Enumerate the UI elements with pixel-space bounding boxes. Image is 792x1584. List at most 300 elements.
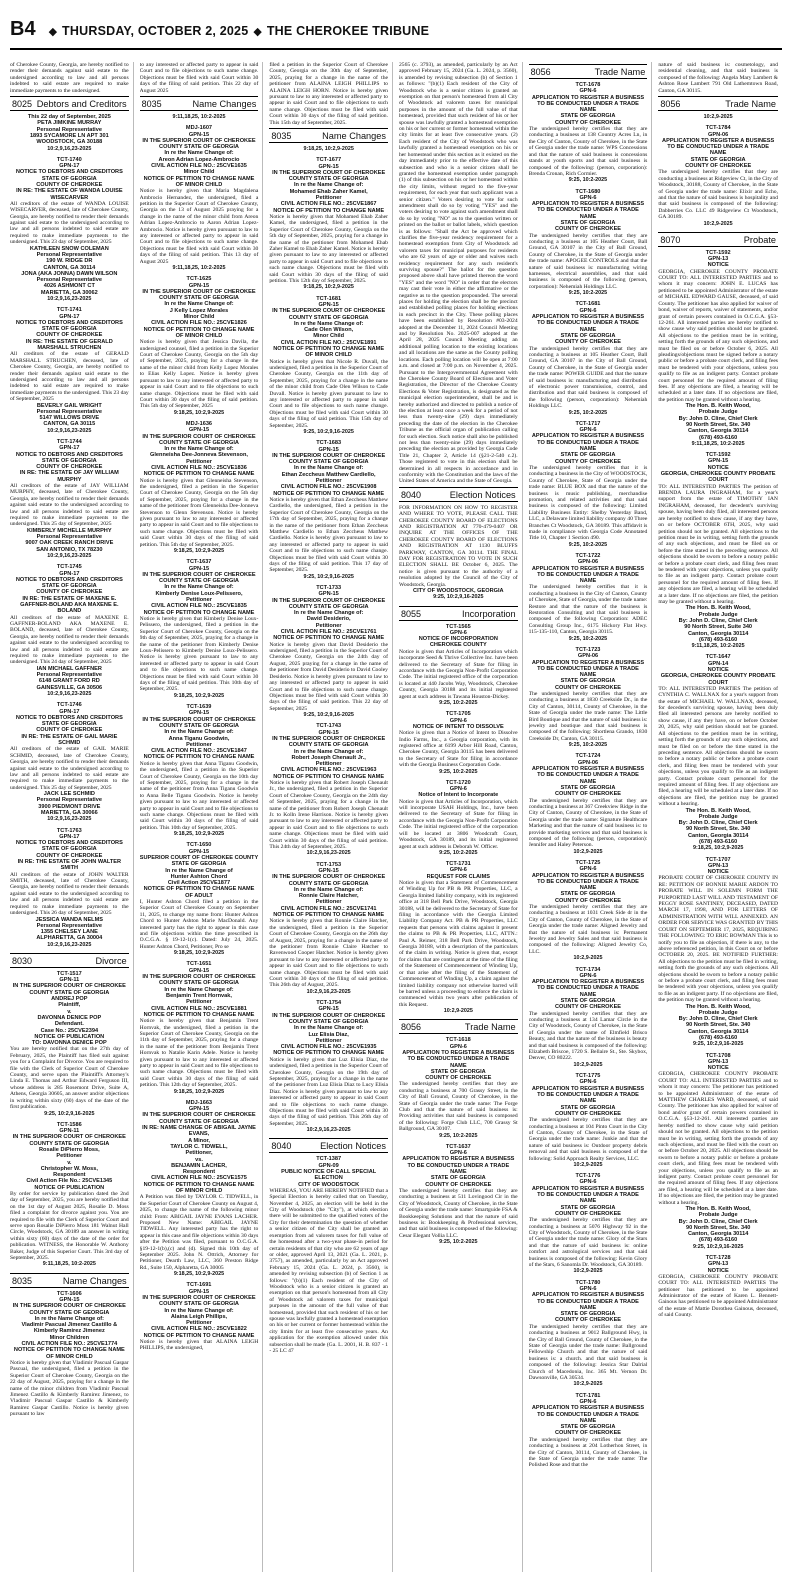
notice-heading-line: NOTICE OF PETITION TO CHANGE NAME (143, 1011, 255, 1018)
legal-notice (269, 296, 388, 436)
notice-heading-line: CIVIL ACTION FILE NO.: 25CVE1741 (280, 905, 377, 912)
notice-body: Notice is hereby given that ALAINA LEIGH PHILLIPS, the undersigned, (139, 1339, 259, 1352)
legal-notice (529, 860, 648, 962)
publication-dates: 9:11,18,25, 10:2-2025 (691, 440, 745, 447)
section-header (269, 128, 388, 143)
notice-heading-line: BENJAMIN LACHER, (171, 1162, 227, 1169)
notice-heading-line: NOTICE OF PETITION TO CHANGE NAME (273, 912, 385, 919)
notice-heading-line: NOTICE OF PUBLICATION (34, 1033, 105, 1040)
notice-body: GEORGIA, CHEROKEE COUNTY PROBATE COURT TO: ALL INTERESTED PARTIES The petitioner has petitioned to be appointed Administrator of the estate of Karen L. Bennett-Gainous has petitioned to be appointed Administrator of the estate of Mattie Dorothea Gainous, deceased, of said County. (658, 1273, 778, 1319)
legal-notice (529, 967, 648, 1069)
notice-signature-line: Personal Representative (36, 534, 102, 541)
notice-heading-line: IN THE SUPERIOR COURT OF CHEROKEE COUNTY STATE OF GEORGIA (272, 597, 386, 610)
legal-notice (269, 862, 388, 995)
notice-heading-line: GPN-15 (59, 1296, 80, 1303)
notice-heading-line: In re the Name Change of (165, 867, 233, 874)
notice-heading-line: APPLICATION TO REGISTER A BUSINESS TO BE CONDUCTED UNDER A TRADE NAME (531, 1085, 645, 1105)
section-header (140, 96, 259, 111)
publication-dates: 9:18,25, 10:2,9-2025 (173, 409, 225, 416)
publication-dates: 9:11,18,25, 10:2-2025 (42, 1261, 96, 1268)
notice-heading-line: TCT-1744 (56, 438, 82, 445)
notice-heading-line: TCT-1592 (705, 249, 731, 256)
publication-dates: 9:25, 10:2-2025 (439, 768, 478, 775)
legal-notice (10, 828, 129, 948)
notice-heading-line: STATE OF GEORGIA (560, 1311, 616, 1318)
notice-heading-line: IN THE SUPERIOR COURT OF CHEROKEE COUNTY STATE OF GEORGIA (272, 452, 386, 466)
notice-body: Notice is hereby given that Kimberly Denise Loux-Pelissero, the undersigned, filed a petition in the Superior Court of Cherokee County, Georgia on the 9th day of September, 2025, praying for a change in the name of the petitioner from Kimberly Denise Loux-Pelissero to Kimberly Denise Loux-Pelissero. Notice is hereby given pursuant to law to any interested or affected party to appear in said Court and to file objections to such name change. Objections must be filed with said Court within 30 days of the filing of said petition. This 10th day of September, 2025. (139, 615, 259, 693)
publication-dates: 9:18,25, 10:2,9-2025 (173, 831, 225, 838)
notice-body: The undersigned hereby certifies that they are conducting a business at 700 Grassy Street, in the City of Ball Ground, County of Cherokee, in the State of Georgia under the trade name: The Forge Club and that the nature of said business is: Providing activities that said business is composed of the following: Forge Club LLC, 700 Grassy St Ballground, GA 30107. (398, 1081, 518, 1133)
notice-heading-line: CIVIL ACTION FILE NO.: 25CVE1826 (151, 320, 247, 327)
notice-body: Notice is given that Articles of Incorporation, which will incorporate USAH Holdings, Inc., have been delivered to the Secretary of State for filing in accordance with the Georgia Non-Profit Corporation Code. The initial registered office of the corporation will be located at 3806 Woodcraft Court, Woodstock, GA 30189, and its initial registered agent at such address is Deborah W. Officer. (398, 798, 518, 850)
notice-heading-line: CITY OF WOODSTOCK (298, 1181, 360, 1188)
notice-signature-line: 90 North Street, Suite 340 (684, 624, 753, 631)
notice-signature-line: The Hon. B. Keith Wood, (685, 1003, 751, 1010)
notice-heading-line: Minor Child (183, 169, 215, 176)
notice-heading-line: TCT-1678 (575, 82, 601, 88)
notice-heading-line: In re the Name Change of: (34, 1315, 104, 1322)
publication-dates: 9:25, 10:2-2025 (439, 849, 478, 856)
notice-heading-line: CIVIL ACTION FILE NO.: 25CVE1867 (280, 201, 377, 208)
legal-notice (399, 711, 518, 775)
notice-heading-line: TCT-1387 (316, 1156, 342, 1163)
notice-heading-line: Robert Joseph Chenault Jr., (291, 754, 366, 761)
notice-heading-line: TCT-1647 (705, 654, 731, 661)
publication-dates: 9:11,18,25, 10:2-2025 (172, 265, 226, 272)
notice-signature-line: KATHLEEN SNOW COLEMAN (29, 245, 109, 252)
publication-dates: 9:11,18,25, 10:2-2025 (691, 643, 745, 650)
notice-body: TO: ALL INTERESTED PARTIES The petition of CYNTHIA C. WALLNAX for a year's support from the estate of MICHAEL W. WALLNAX, deceased, for decedent's surviving spouse, having been duly filed all interested persons are hereby notified to show cause, if any they have, on or before October 20, 2025, why said petition should not be granted. All objections to the petition must be in writing, setting forth the grounds of any such objections, and must be filed on or before the time stated in the preceding sentence. All objections should be sworn to before a notary public or before a probate court clerk, and filing fees must be tendered with your objections, unless you qualify to file as an indigent party. Contact probate court personnel for the required amount of filing fees. If any objections are filed, a hearing will be scheduled at a later date. If no objections are filed, the petition may be granted without a hearing. (658, 685, 778, 808)
notice-body: The undersigned hereby certifies that it is conducting a business in the City of WOODSTOCK, County of Cherokee, State of Georgia under the trade name: BLUE BOX and that the nature of the business is music publishing, merchandise promotion, and related activities and that said business is composed of the following: Limited Liability Business Entity: Shelby Yesterday Band, LLC, a Delaware limited liability company 40 Three Branches Ct Woodstock, GA 30189. This affidavit is made in compliance with Georgia Code Annotated Title 10, Chapter 1 Section 490. (528, 464, 648, 542)
notice-heading-line: TCT-1680 (575, 188, 601, 195)
notice-heading-line: GPN-14 (708, 660, 729, 667)
notice-heading-line: STATE OF GEORGIA (41, 721, 97, 728)
notice-heading-line: IN RE: THE ESTATE OF JAY WILLIAM MURPHY (19, 470, 119, 483)
notice-body: The undersigned hereby certifies that they are conducting a business at 367 Creekview Ridge in the City of Canton, County of Cherokee, in the State of Georgia under the trade name: Signature Healthcare Marketing and that the nature of said business is: to provide marketing services and that said business is composed of the following (person, corporation): Jennifer and Haley Peterson. (528, 797, 648, 849)
notice-body: Notice is hereby given that Vladimir Pascual Gaspar Pascual, the undersigned, filed a petition in the Superior Court of Cherokee County, Georgia on the 22 day of August, 2025, praying for a change in the name of the minor children from Vladimir Pascual Jimenez Castillo & Kimberly Ramirez Jimenez, to Vladimir Pascual Gaspar Castillo & Kimberly Ramirez Gaspar Castillo. Notice is hereby given pursuant to law (10, 1359, 129, 1418)
notice-body: All creditors of the estate of WANDA LOUISE WISECARVER, deceased, late of Cherokee County, Georgia, are hereby notified to render their demands against said estate to the undersigned according to law and all persons indebted to said estate are required to make immediate payments to the undersigned. This 23 day of September, 2025 (10, 200, 129, 246)
section-title: Trade Name (594, 67, 646, 77)
notice-signature-line: (678) 493-6160 (699, 1035, 738, 1042)
notice-heading-line: TCT-1677 (316, 157, 342, 164)
notice-body: Notice is hereby given that Glenneisha Stevenson, the undersigned, filed a petition in the Superior Court of Cherokee County, Georgia on the 5th day of September, 2025, praying for a change in the name of the petitioner from Glenneisha Dee-Jonneva Stevenson to Glenn Stevenson. Notice is hereby given pursuant to law to any interested or affected party to appear in said Court and to file objections to such name change. Objections must be filed with said Court within 30 days of the filing of said petition. This 5th day of September, 2025. (139, 477, 259, 548)
notice-heading-line: NOTICE OF PETITION TO CHANGE NAME (273, 635, 385, 642)
notice-heading-line: STATE OF GEORGIA (560, 1204, 616, 1211)
notice-heading-line: NOTICE TO DEBTORS AND CREDITORS (15, 840, 123, 847)
notice-heading-line: GPN-15 (188, 427, 210, 434)
notice-heading-line: In re the Name Change of: (294, 320, 364, 327)
notice-heading-line: CIVIL ACTION FILE NO.: 25CVE1774 (21, 1341, 118, 1348)
notice-heading-line: GPN-6 (579, 427, 597, 434)
notice-body: Notice is given that a Statement of Commencement of Winding Up for PB & PR Properties, LLC, a Georgia limited liability company, with its registered office at 318 Bell Park Drive, Woodstock, Georgia 30188, will be delivered to the Secretary of State for filing in accordance with the Georgia Limited Liability Company Act. PB & PR Properties, LLC requests that persons with claims against it present the claims to PB & PR Properties, LLC, ATTN.: Paul A. Reimer, 318 Bell Park Drive, Woodstock, Georgia 30188, with a description of the particulars of the claim in writing. Notice is given that, except for claims that are contingent at the time of the filing of the Statement of Commencement of Winding Up, or that arise after the filing of the Statement of Commencement of Winding Up, a claim against the limited liability company not otherwise barred will be barred unless a proceeding to enforce the claim is commenced within two years after publication of this Request. (398, 880, 518, 1008)
notice-heading-line: APPLICATION TO REGISTER A BUSINESS TO BE CONDUCTED UNDER A TRADE NAME (531, 872, 645, 892)
notice-heading-line: CIVIL ACTION FILE NO.: 25CVE1935 (280, 1044, 377, 1051)
legal-notice (399, 861, 518, 1014)
publication-dates: 10:2,9-2025 (573, 1161, 603, 1168)
notice-heading-line: In re the Name Change of: (164, 729, 234, 736)
publication-dates: 9:25, 10:2,9,16-2025 (692, 1243, 744, 1250)
notice-heading-line: STATE OF GEORGIA (560, 220, 616, 227)
notice-body: The undersigned hereby certifies that they are conducting a business at 105 Heather Court, Ball Ground, GA 30107 in the City of Ball Ground, County of Cherokee, in the State of Georgia under the trade name: POWER GUIDE and that the nature of said business is: manufacturing and distribution of electronic power transmission, control, and distribution and that said business is composed of the following (person, corporation): Nehemiah Holdings LLC. (528, 345, 648, 410)
notice-heading-line: TO: DAVONNA DENICE POP (31, 1040, 107, 1047)
notice-heading-line: NOTICE OF PETITION TO CHANGE NAME OF ADULT (143, 886, 255, 899)
notice-body: PROBATE COURT OF CHEROKEE COUNTY IN RE: PETITION OF BONNIE MARIE ARDON TO PROBATE WILL IN SOLEMN FORM THE PURPORTED LAST WILL AND TESTAMENT OF PEGGY ROSE SANTINEY, DECEASED, DATED MARCH 17, 1998, AND FOR LETTERS OF ADMINISTRATION WITH WILL ANNEXED. AN ORDER FOR SERVICE WAS GRANTED BY THIS COURT ON SEPTEMBER 17, 2025, REQUIRING THE FOLLOWING: TO ERIC BOWMAN This is to notify you to file an objection, if there is any, to the above referenced petition, in this Court on or before OCTOBER 20, 2025. BE NOTIFIED FURTHER: All objections to the petition must be filed in writing, setting forth the grounds of any such objections. All objections should be sworn to before a notary public or before a probate court clerk, and filing fees must be tendered with your objections, unless you qualify to file as an indigent party. If no objections are filed, the petition may be granted without a hearing. (658, 875, 778, 1004)
publication-dates: 9:25, 10:2-2025 (439, 700, 478, 707)
notice-heading-line: COUNTY OF CHEROKEE (554, 1430, 622, 1437)
section-title: Incorporation (462, 608, 516, 619)
notice-heading-line: APPLICATION TO REGISTER A BUSINESS TO BE CONDUCTED UNDER A TRADE NAME (531, 1292, 645, 1311)
legal-notice (10, 439, 129, 559)
legal-notice (140, 114, 259, 120)
notice-body: The undersigned hereby certifies that they are conducting a business at 105 Heather Court, Ball Ground, GA 30107 in the City of Ball Ground, County of Cherokee, in the State of Georgia under the trade name: APOGEE CONTROLS and that the nature of said business is: manufacturing wiring harnesses, electrical assemblies, and that said business is composed of the following (person, corporation): Nehemiah Holdings LLC. (528, 232, 648, 290)
continued-text: 2565 (c. 3793), as amended, particularly by an Act approved February 15, 2024 (Ga. L. 2024, p. 3560), is amended by revising subsection (b) of Section 1 as follows: "(b)(1) Each resident of the City of Woodstock who is a senior citizen is granted an exemption on that person's homestead from all City of Woodstock ad valorem taxes for municipal purposes in the amount of the full value of that homestead, provided that such resident of his or her spouse was lawfully granted a homestead exemption on his or her current or former homestead within the city limits for at least five consecutive years. (2) Each resident of the City of Woodstock who was lawfully granted a homestead exemption on his or her homestead under this section as it existed on the day immediately prior to the effective date of this subsection and who is a senior citizen shall be granted the homestead exemption under paragraph (1) of this subsection on his or her homestead within the city limits, without regard to the five-year requirement, for each year that such applicant was a senior citizen." Voters desiring to vote for such amendment shall do so by voting "YES" and the voters desiring to vote against such amendment shall do so by voting "NO" as to the question written or printed on the ballot or ballot labels, which question is as follows: "Shall the Act be approved which clarifies the five-year residency requirement for a homestead exemption from City of Woodstock ad valorem taxes for municipal purposes for residents who are 62 years of age or older and waives such residency requirement for any such resident's surviving spouse?" The ballot for the question proposed above shall have printed thereon the word "YES" and the word "NO" in order that the electors may cast their vote in either the affirmative or the negative as to the question propounded. The several places for holding the election shall be the precinct and established polling places for holding elections in each precinct in the City. These polling places have been established by Resolution #03-2024 adopted at the December 11, 2024 Council Meeting and by Resolution No. 2025-007 adopted at the April 28, 2025 Council Meeting adding an additional polling location to the existing locations and all locations are the same as the County polling locations. Each polling location will be open at 7:00 a.m. and closed at 7:00 p.m. on November 4, 2025. Pursuant to the Intergovernmental Agreement with the Cherokee County Board of Elections and Voter Registration, the Director of the Cherokee County Elections & Voter Registration, is designated as the municipal election superintendent, shall be and is hereby authorized and directed to publish a notice of the election at least once a week for a period of not less than twenty-nine (29) days immediately preceding the date of the election in the Cherokee Tribune as the official organ of publication calling for such election. Such notice shall also be published not less than twenty-nine (29) days immediately preceding the election as provided by Georgia Code Title 21, Chapter 2, Article 14 (§21-2-540 c.2). Those registered to vote in this election shall be determined in all respects in accordance and in conformity with the Constitution and the laws of the United States of America and the State of Georgia. (398, 62, 518, 485)
notice-heading-line: GPN-6 (579, 307, 597, 314)
page-number: B4 (10, 18, 36, 40)
notice-heading-line: NOTICE OF PETITION TO CHANGE NAME OF MINOR CHILD (143, 175, 255, 188)
notice-body: The undersigned hereby certifies that they are conducting a business at 104 Pinto Court in the City of Canton, County of Cherokee, in the State of Georgia under the trade name: Junkie and that the nature of said business is: Outdoor property debris removal and that said business is composed of the following: Solid Approach Realty Services, LLC. (528, 1117, 648, 1162)
publication-dates: 9:25, 10:2,9,16-2025 (44, 1110, 95, 1117)
notice-heading-line: v. (67, 1008, 72, 1015)
notice-signature-line: Probate Judge (698, 813, 738, 820)
notice-heading-line: GPN-15 (188, 710, 210, 717)
legal-notice (140, 704, 259, 837)
notice-heading-line: TCT-1733 (316, 585, 342, 591)
section-title: Election Notices (449, 489, 516, 500)
notice-heading-line: IN THE SUPERIOR COURT OF CHEROKEE COUNTY STATE OF GEORGIA (12, 1134, 126, 1147)
publication-dates: 9:25, 10:2-2025 (439, 1239, 478, 1246)
notice-heading-line: GPN-17 (59, 833, 80, 840)
publication-dates: 9:18,25, 10:2,9-2025 (173, 548, 225, 555)
notice-heading-line: J Kelly Lopez Morales (169, 307, 229, 314)
newspaper-name: THE CHEROKEE TRIBUNE (266, 24, 430, 38)
notice-heading-line: COUNTY OF CHEROKEE (554, 458, 622, 465)
notice-heading-line: TCT-1754 (316, 1000, 342, 1007)
section-code: 8025 (12, 99, 33, 110)
notice-heading-line: TCT-1586 (56, 1121, 82, 1128)
notice-heading-line: Mohamed Ehab Zaher Kamel, (289, 188, 368, 195)
section-title: Name Changes (192, 99, 257, 110)
notice-heading-line: IN THE SUPERIOR COURT OF CHEROKEE COUNTY STATE OF GEORGIA (272, 169, 386, 183)
notice-heading-line: GPN-6 (579, 972, 597, 979)
notice-heading-line: IN RE: THE ESTATE OF GAIL MARIE SCHMID (21, 733, 118, 747)
notice-heading-line: Minor Child (183, 314, 215, 321)
notice-heading-line: TCT-1776 (575, 1173, 601, 1180)
notice-body: Notice is given that Articles of Incorporation which incorporate Seed & Thrive Collective Inc. have been delivered to the Secretary of State for filing in accordance with the Georgia Non-Profit Corporation Code. The initial registered office of the corporation is located at 440 Jacobs Way, Woodstock, Cherokee County, Georgia 30188 and its initial registered agent at such address is Tawana Houston-Dickey. (398, 648, 518, 700)
section-code: 8056 (660, 99, 681, 110)
notice-body: Notice is hereby given that Ronnie Claire Hatcher, the undersigned, filed a petition in the Superior Court of Cherokee County, Georgia on the 26th day of August, 2025, praying for a change in the name of the petitioner from Ronnie Claire Hatcher to Ravenwood Cooper Hatcher. Notice is hereby given pursuant to law to any interested or affected party to appear in said Court and to file objections to such name change. Objections must be filed with said Court within 30 days of the filing of said petition. This 26th day of August, 2025. (269, 918, 388, 989)
notice-heading-line: TAYLOR C. TIDWELL, (170, 1143, 228, 1150)
continued-text: filed a petition in the Superior Court of Cherokee County, Georgia on the 30th day of September, 2025, praying for a change in the name of the petitioner from ALAINA LEIGH PHILLIPS to ALAINA LEIGH HORN. Notice is hereby given pursuant to law to any interested or affected party to appear in said Court and to file objections to such name change. Objections must be filed with said Court within 30 days of the filing of said petition. This 15th day of September, 2025. (269, 62, 388, 126)
notice-heading-line: APPLICATION TO REGISTER A BUSINESS TO BE CONDUCTED UNDER A TRADE NAME (531, 94, 645, 114)
notice-heading-line: PETA JIMKINE MURRAY (37, 120, 102, 127)
notice-heading-line: COUNTY OF CHEROKEE (425, 1181, 492, 1188)
notice-heading-line: STATE OF GEORGIA (560, 997, 616, 1004)
publication-dates: 10:2,9-2025 (443, 1008, 473, 1015)
publication-dates: 10:2,9,16,23-2025 (47, 296, 92, 303)
notice-heading-line: NOTICE TO DEBTORS AND CREDITORS (15, 576, 123, 583)
notice-body: Notice is hereby given that Luz Elisia Diaz, the undersigned, filed a petition in the Superior Court of Cherokee County, Georgia on the 19th day of September, 2025, praying for a change in the name of the petitioner from Luz Elisia Diaz to Lucy Elisia Diaz. Notice is hereby given pursuant to law to any interested or affected party to appear in said Court and to file objections to such name change. Objections must be filed with said Court within 30 days of the filing of said petition. This 26th day of September, 2025. (269, 1056, 388, 1127)
notice-body: All creditors of the estate of MAXENE E. GAFFNER-BOLAND AKA MAXENE E. BOLAND, deceased, late of Cherokee County, Georgia, are hereby notified to render their demands against said estate to the undersigned according to law and all persons indebted to said estate are required to make immediate payments to the undersigned. This 24 day of September, 2025 (10, 614, 129, 666)
notice-heading-line: CIVIL ACTION FILE NO.: 25CVE1635 (151, 163, 247, 170)
section-code: 8035 (12, 1275, 33, 1286)
notice-heading-line: NOTICE OF INTENT TO DISSOLVE (412, 723, 504, 730)
notice-heading-line: COUNTY OF CHEROKEE (36, 332, 103, 339)
legal-notice (10, 157, 129, 303)
notice-heading-line: TCT-1723 (575, 646, 601, 653)
notice-signature-line: 4026 ASHMONT CT (43, 283, 95, 290)
notice-heading-line: TCT-1720 (445, 779, 471, 786)
legal-notice (529, 753, 648, 855)
legal-notice (399, 780, 518, 856)
notice-heading-line: IN THE SUPERIOR COURT OF CHEROKEE COUNTY STATE OF GEORGIA (142, 137, 256, 151)
legal-notice (10, 1291, 129, 1418)
publication-dates: 10:2,9-2025 (573, 848, 603, 855)
column-5 (529, 62, 653, 1572)
notice-heading-line: COUNTY OF CHEROKEE (554, 119, 622, 126)
notice-heading-line: In re the Name Change of: (164, 584, 234, 591)
notice-heading-line: DAVONNA DENICE POP (37, 1014, 102, 1021)
notice-heading-line: In re the Name Change of: (164, 446, 234, 453)
notice-heading-line: In re the Name Change of: (294, 1025, 364, 1032)
notice-heading-line: Petitioner (315, 899, 342, 906)
notice-heading-line: Petitioner (315, 195, 342, 202)
notice-signature-line: ALPHARETTA, GA 30004 (36, 935, 103, 942)
legal-notice (269, 585, 388, 718)
publication-dates: 9:25, 10:2,9,16-2025 (433, 594, 484, 601)
notice-heading-line: NOTICE OF PETITION TO CHANGE NAME (143, 471, 255, 478)
notice-heading-line: GPN-6 (449, 786, 467, 793)
notice-body: FOR INFORMATION ON HOW TO REGISTER AND WHERE TO VOTE, PLEASE CALL THE CHEROKEE COUNTY BOARD OF ELECTIONS AND REGISTRATION AT 770-479-0407 OR INQUIRE AT THE OFFICES OF THE CHEROKEE COUNTY BOARD OF ELECTIONS AND REGISTRATION AT 1130 BLUFFS PARKWAY, CANTON, GA 30114. THE FINAL DAY FOR REGISTRATION TO VOTE IN SUCH ELECTION SHALL BE October 6, 2025. The notice is given pursuant to the authority of a resolution adopted by the Council of the City of Woodstock, Georgia. (398, 504, 518, 588)
publication-dates: 10:2,9,16,23-2025 (47, 553, 92, 560)
notice-signature-line: (678) 493-6160 (699, 1237, 738, 1244)
notice-heading-line: COUNTY OF CHEROKEE (554, 791, 622, 798)
notice-signature-line: Personal Representative (36, 672, 102, 679)
notice-heading-line: This 22 day of September, 2025 (27, 114, 111, 121)
notice-signature-line: Canton, Georgia 30114 (688, 428, 749, 435)
publication-dates: 9:18,25, 10:2,9-2025 (303, 146, 354, 153)
notice-heading-line: COUNTY OF CHEROKEE (554, 684, 622, 691)
notice-heading-line: Luz Elisia Diaz, (308, 1031, 349, 1038)
notice-heading-line: IN RE: THE ESTATE OF JOHN WALTER SMITH (17, 859, 122, 872)
publication-dates: 9:25, 10:2-2025 (568, 635, 608, 642)
notice-heading-line: IN THE SUPERIOR COURT OF CHEROKEE COUNTY STATE OF GEORGIA (12, 1303, 126, 1316)
notice-heading-line: GPN-15 (188, 1106, 210, 1113)
notice-signature-line: Probate Judge (698, 409, 738, 416)
notice-heading-line: GPN-15 (188, 282, 210, 289)
publication-dates: 9:25, 10:2,9,16-2025 (303, 712, 354, 719)
notice-heading-line: In re the Name Change of: (294, 886, 364, 893)
notice-heading-line: GPN-13 (708, 1058, 729, 1065)
publication-dates: 9:18,25, 10:2,9-2025 (173, 1088, 225, 1095)
notice-heading-line: STATE OF GEORGIA (430, 1175, 486, 1182)
legal-notice (269, 146, 388, 152)
notice-heading-line: GPN-6 (579, 88, 597, 95)
notice-heading-line: GPN-6 (449, 629, 467, 636)
continued-text: to any interested or affected party to appear in said Court and to file objections to such name change. Objections must be filed with said Court within 30 days of the filing of said petition. This 22 day of August 2025 (139, 62, 259, 94)
legal-notice (10, 702, 129, 822)
notice-body: GEORGIA, CHEROKEE COUNTY PROBATE COURT TO: ALL INTERESTED PARTIES and to whom it may concern: The petitioner has petitioned to be appointed Administrator of the estate of MATTHEW CHARLES WARD, deceased, of said County. The petitioner has also applied for waiver of bond and/or grant of certain powers contained in O.C.G.A. §53-12-261. All interested parties are hereby notified to show cause why said petition should not be granted. All objections to the petition must be in writing, setting forth the grounds of any such objections, and must be filed with the court on or before October 20, 2025. All objections should be sworn to before a notary public or before a probate court clerk, and filing fees must be tendered with your objections, unless you qualify to file as an indigent party. Contact probate court personnel for the required amount of filing fees. If any objections are filed, a hearing will be scheduled at a later date. If no objections are filed, the petition may be granted without a hearing. (658, 1071, 778, 1206)
legal-notice (10, 114, 129, 152)
notice-heading-line: GPN-15 (318, 1006, 339, 1013)
section-code: 8040 (271, 1141, 292, 1152)
legal-notice (658, 857, 778, 1048)
publication-dates: 10:2,9-2025 (573, 955, 603, 962)
notice-signature-line: Personal Representative (36, 797, 102, 804)
notice-heading-line: GPN-17 (59, 570, 80, 577)
notice-heading-line: STATE OF GEORGIA (430, 1068, 486, 1075)
section-header (399, 487, 518, 502)
section-code: 8056 (530, 67, 551, 77)
notice-heading-line: COUNTY OF CHEROKEE (554, 1110, 622, 1117)
masthead (10, 18, 782, 50)
notice-heading-line: GPN-6 (579, 866, 597, 873)
publication-dates: 9:25, 10:2-2025 (568, 290, 608, 297)
notice-heading-line: TCT-1637 (445, 1143, 471, 1150)
notice-heading-line: STATE OF GEORGIA (560, 332, 616, 339)
notice-heading-line: APPLICATION TO REGISTER A BUSINESS TO BE CONDUCTED UNDER A TRADE NAME (531, 1405, 645, 1424)
notice-signature-line: 90 North Street, Ste. 340 (685, 1022, 751, 1029)
notice-heading-line: STATE OF GEORGIA (560, 1424, 616, 1431)
notice-heading-line: CIVIL ACTION FILE NO.: 25CVE1847 (151, 748, 247, 755)
notice-body: WHEREAS, YOU ARE HEREBY NOTIFIED that a Special Election is hereby called that on Tuesday, November 4, 2025, an election will be held in the City of Woodstock (the "City"), at which election there will be submitted to the qualified voters of the City for their determination the question of whether a senior citizen of the City shall be granted an exemption from ad valorem taxes for full value of the homestead after a two-year phase-in period for certain residents of that city who are 62 years of age or older, approved April 13, 2021 (Ga. L. 2021, p. 3757), as amended, particularly by an Act approved February 15, 2024 (Ga. L. 2024, p. 3560), is amended by revising subsection (b) of Section 1 as follows: "(b)(1) Each resident of the City of Woodstock who is a senior citizen is granted an exemption on that person's homestead from all City of Woodstock ad valorem taxes for municipal purposes in the amount of the full value of that homestead, provided that such resident of his or her spouse was lawfully granted a homestead exemption on his or her current or former homestead within the city limits for at least five consecutive years. An application for the exemption allowed under this subsection shall be made (Ga. L. 2001, H. B. 837 - 1 - 25 LC 47 (269, 1187, 388, 1355)
notice-heading-line: TCT-1592 (705, 452, 731, 459)
notice-signature-line: 9007 OAK CREEK RANCH DRIVE (25, 540, 114, 547)
notice-heading-line: GPN-6 (579, 1179, 597, 1186)
notice-heading-line: Anna Tiganu Goodwin, (168, 735, 230, 742)
notice-heading-line: Personal Representative (36, 126, 102, 133)
legal-notice (399, 505, 518, 601)
notice-body: By order for service by publication dated the 2nd day of September, 2025, you are hereby notified that on the 1st day of August 2025, Rosalie D. Moss filed a complaint for divorce against you. You are required to file with the Clerk of Superior Court and serve upon Rosalie DiPierro Moss 181 Walnut Hall Circle, Woodstock, GA 30189 an answer in writing within sixty (60) days of the date of the order for publication. WITNESS, the Honorable W. Anthony Baker, Judge of this Superior Court. This 3rd day of September, 2025. (10, 1190, 129, 1262)
section-code: 8056 (400, 1022, 422, 1033)
notice-signature-line: 5147 WILLOWS DRIVE (39, 415, 100, 422)
legal-notice (529, 189, 648, 297)
notice-signature-line: 90 North Street, Ste. 340 (685, 826, 751, 833)
notice-heading-line: COUNTY OF CHEROKEE (36, 464, 103, 471)
notice-heading-line: Christopher W. Moss, (40, 1165, 98, 1172)
notice-body: Notice is hereby given that Anna Tiganu Goodwin, the undersigned, filed a petition in the Superior Court of Cherokee County, Georgia on the 10th day of September, 2025, praying for a change in the name of the petitioner from Anna Tiganu Goodwin to Anna Belle Tiganu Goodwin. Notice is hereby given pursuant to law to any interested or affected party to appear in said Court and to file objections to such name change. Objections must be filed with said Court within 30 days of the filing of said petition. This 10th day of September, 2025. (139, 760, 259, 831)
legal-notice (529, 1280, 648, 1388)
notice-heading-line: GPN-15 (318, 301, 339, 308)
notice-signature-line: GAINESVILLE, GA 30506 (36, 684, 103, 691)
notice-heading-line: GPN-6 (579, 1285, 597, 1292)
notice-heading-line: TCT-1708 (705, 1052, 731, 1059)
notice-signature-line: The Hon. B. Keith Wood, (685, 807, 751, 814)
notice-heading-line: Plaintiff, (58, 1002, 81, 1009)
legal-notice (269, 1000, 388, 1133)
notice-heading-line: APPLICATION TO REGISTER A BUSINESS TO BE CONDUCTED UNDER A TRADE NAME (531, 1185, 645, 1205)
notice-heading-line: STATE OF GEORGIA (560, 678, 616, 685)
notice-signature-line: Personal Representative (36, 277, 102, 284)
notice-heading-line: GPN-15 (188, 967, 210, 974)
notice-heading-line: GPN-15 (318, 163, 339, 170)
notice-heading-line: TCT-1625 (186, 276, 212, 283)
notice-signature-line: The Hon. B. Keith Wood, (685, 605, 751, 612)
legal-notice (140, 421, 259, 554)
section-title: Probate (743, 234, 776, 245)
notice-heading-line: TCT-1775 (575, 1073, 601, 1080)
notice-heading-line: IN THE SUPERIOR COURT OF CHEROKEE COUNTY STATE OF GEORGIA (142, 571, 256, 585)
notice-heading-line: Respondent (53, 1172, 86, 1179)
notice-heading-line: IN THE SUPERIOR COURT OF CHEROKEE COUNTY STATE OF GEORGIA (142, 716, 256, 729)
notice-heading-line: TCT-1741 (56, 307, 82, 314)
legal-notice (140, 559, 259, 699)
publication-dates: 9:18,25, 10:2,9-2025 (692, 845, 744, 852)
section-header (10, 953, 129, 968)
notice-heading-line: In re the Name Change of: (294, 465, 364, 472)
notice-heading-line: NOTICE OF INCORPORATION (418, 636, 498, 643)
notice-heading-line: STATE OF GEORGIA (41, 326, 97, 333)
notice-heading-line: NOTICE OF PETITION TO CHANGE NAME (143, 754, 255, 761)
notice-heading-line: MDJ-1636 (185, 420, 213, 427)
legal-notice (269, 440, 388, 580)
notice-heading-line: STATE OF GEORGIA (560, 1104, 616, 1111)
notice-signature-line: Canton, Georgia 30114 (688, 630, 749, 637)
notice-heading-line: APPLICATION TO REGISTER A BUSINESS TO BE CONDUCTED UNDER A TRADE NAME (531, 565, 645, 585)
notice-heading-line: APPLICATION TO REGISTER A BUSINESS TO BE CONDUCTED UNDER A TRADE NAME (402, 1156, 515, 1176)
notice-heading-line: NOTICE OF PETITION TO CHANGE NAME (273, 490, 385, 497)
notice-heading-line: IN THE SUPERIOR COURT OF CHEROKEE COUNTY STATE OF GEORGIA (272, 308, 386, 321)
notice-body: The undersigned hereby certifies that they are conducting a business at Ridgeview Ct, in the City of Woodstock, 30188, County of Cherokee, in the State of Georgia under the trade name: Elixir and Echo, and that the nature of said business is hospitality and that said business is composed of the following: Dabberries Co. LLC 49 Ridgeview Ct Woodstock, GA 30189. (658, 169, 778, 221)
publication-dates: 9:18,25, 10:2,9-2025 (303, 284, 354, 291)
notice-heading-line: Minor Child (313, 333, 345, 340)
notice-heading-line: NOTICE TO DEBTORS AND CREDITORS (15, 319, 123, 326)
notice-heading-line: Benjamin Trent Hornvak, (166, 992, 232, 999)
notice-heading-line: IN THE SUPERIOR COURT OF CHEROKEE COUNTY STATE OF GEORGIA (272, 1012, 386, 1025)
legal-notice (399, 624, 518, 707)
publication-dates: 10:2,9-2025 (703, 220, 733, 227)
notice-heading-line: STATE OF GEORGIA (41, 583, 97, 590)
notice-heading-line: TCT-1707 (705, 856, 731, 863)
section-code: 8055 (400, 608, 422, 619)
notice-body: A Petition was filed by TAYLOR C. TIDWELL, in the Superior Court of Cherokee County on August 4, 2025, to change the name of the following minor child: From: ABIGAIL JAYNE EVANS LACHER. Proposed New Name: ABIGAIL JAYNE TIDWELL. Any interested party has the right to appear in this case and file objections within 30 days after the Petition was filed, pursuant to O.C.G.A. §19-12-1(b),(c) and (d). Signed this 10th day of September 2025. John N. Ottrich, Attorney for Petitioner, Dearth Law, LLC, 360 Preston Ridge Rd., Suite 150, Alpharetta, GA 30005 (139, 1194, 259, 1271)
notice-heading-line: GPN-06 (708, 131, 729, 138)
notice-heading-line: STATE OF GEORGIA (41, 457, 97, 464)
notice-heading-line: APPLICATION TO REGISTER A BUSINESS TO BE CONDUCTED UNDER A TRADE NAME (531, 433, 645, 452)
legal-notice (658, 250, 778, 447)
notice-signature-line: MARIETTA, GA 30066 (40, 810, 98, 817)
notice-heading-line: GEORGIA, CHEROKEE COUNTY PROBATE COURT (660, 471, 776, 484)
notice-heading-line: David Desiderio, (306, 616, 351, 623)
publication-dates: 9:18,25, 10:2,9-2025 (173, 692, 225, 699)
notice-signature-line: 190 W. RIDGE DR (46, 258, 93, 265)
notice-heading-line: CIVIL ACTION FILE NO.: 25CVE1881 (151, 1005, 247, 1012)
notice-heading-line: GPN-6 (579, 1079, 597, 1086)
notice-heading-line: STATE OF GEORGIA (41, 846, 97, 853)
legal-notice (529, 1173, 648, 1275)
notice-heading-line: CIVIL ACTION FILE NO.: 25CVE1822 (151, 1326, 247, 1333)
publication-dates: 10:2,9,16,23-2025 (47, 427, 92, 434)
legal-notice (140, 1100, 259, 1278)
legal-notice (658, 452, 778, 649)
notice-heading-line: TCT-1722 (575, 552, 601, 559)
notice-signature-line: By: John D. Cline, Chief Clerk (678, 617, 758, 624)
notice-heading-line: NOTICE OF PETITION TO CHANGE NAME OF MINOR CHILD (143, 1181, 255, 1194)
notice-body: Notice is hereby given that Mohamed Ehab Zaher Kamel, the undersigned, filed a petition in the Superior Court of Cherokee County, Georgia on the 5th day of September, 2025, praying for a change in the name of the petitioner from Mohamed Ehab Zaher Kamel to Ehab Zaher Kamel. Notice is hereby given pursuant to law to any interested or affected party to appear in said Court and to file objections to such name change. Objections must be filed with said Court within 30 days of the filing of said petition. This 12th day of September, 2025. (269, 213, 388, 284)
notice-heading-line: v. (67, 1159, 72, 1166)
notice-heading-line: GPN-17 (59, 313, 80, 320)
notice-heading-line: Petitioner (56, 1153, 83, 1160)
notice-heading-line: COUNTY OF CHEROKEE (36, 181, 103, 188)
legal-notice (140, 961, 259, 1094)
notice-body: Notice is hereby given that Nicole R. Duvall, the undersigned, filed a petition in the Superior Court of Cherokee County, Georgia on the 11th day of September, 2025, praying for a change in the name of the minor child from Cade Olen Wilson to Cade Duvall. Notice is hereby given pursuant to law to any interested or affected party to appear in said Court and to file objections to such name change. Objections must be filed with said Court within 30 days of the filing of said petition. This 15th day of September, 2025. (269, 358, 388, 429)
notice-heading-line: COUNTY OF CHEROKEE (554, 339, 622, 346)
legal-notice (140, 276, 259, 416)
notice-heading-line: NOTICE OF PETITION TO CHANGE NAME (143, 609, 255, 616)
notice-heading-line: IN RE: THE ESTATE OF WANDA LOUISE WISECARVER (16, 188, 123, 201)
section-title: Trade Name (725, 99, 776, 110)
legal-notice (140, 1282, 259, 1351)
legal-notice (10, 971, 129, 1117)
